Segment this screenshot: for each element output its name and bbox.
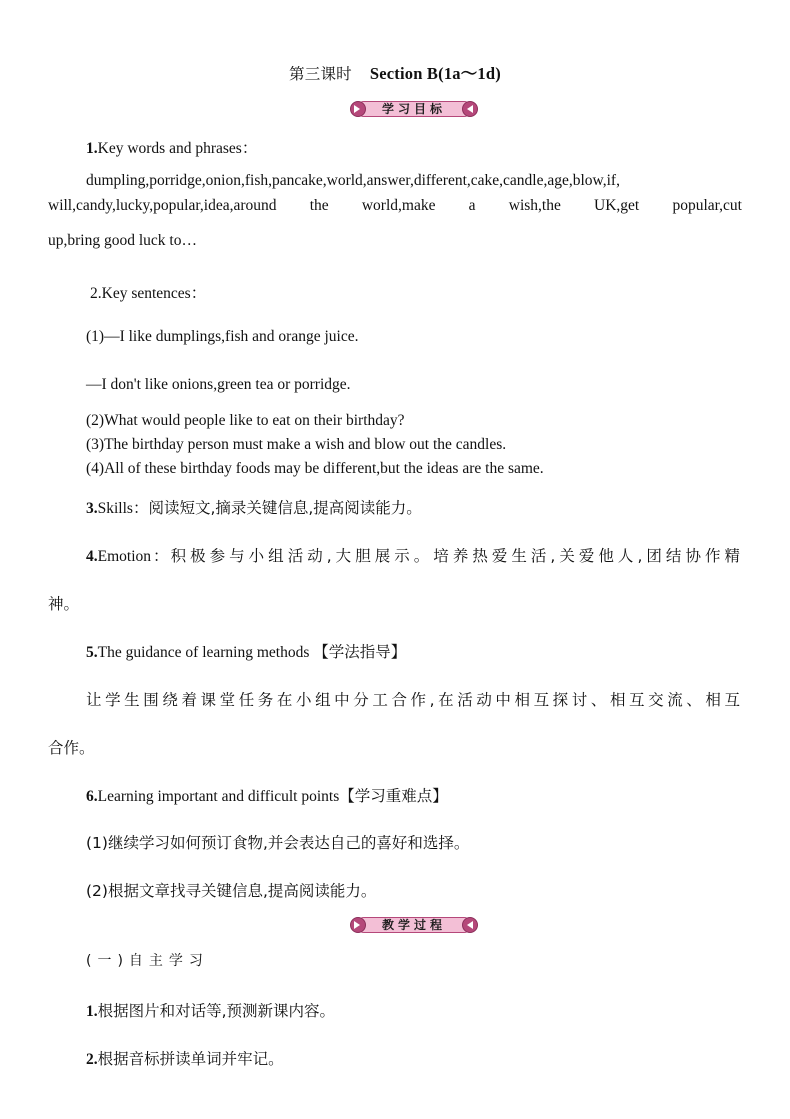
section-label: Section B(1a～1d) <box>369 64 501 83</box>
skills-line: 3.Skills：阅读短文,摘录关键信息,提高阅读能力。 <box>86 499 422 517</box>
points-heading: 6.Learning important and difficult points【学习重难点】 <box>86 787 448 805</box>
guidance-text-2: 合作。 <box>48 739 95 757</box>
emotion-line-1: 4.Emotion：积极参与小组活动,大胆展示。培养热爱生活,关爱他人,团结协作精 <box>86 547 742 565</box>
emotion-line-2: 神。 <box>48 595 80 613</box>
key-words-line-3: up,bring good luck to… <box>48 232 197 249</box>
step-1: 1.根据图片和对话等,预测新课内容。 <box>86 1002 336 1020</box>
key-words-line-1: dumpling,porridge,onion,fish,pancake,world,answer,different,cake,candle,age,blow,if, <box>86 172 620 189</box>
lesson-title <box>0 60 790 84</box>
point-1: (1)继续学习如何预订食物,并会表达自己的喜好和选择。 <box>86 834 470 852</box>
lesson-number: 第三课时 <box>289 65 352 83</box>
sentence-1-response: —I don't like onions,green tea or porridge. <box>86 376 351 393</box>
key-words-line-2: will,candy,lucky,popular,idea,around the world,make a wish,the UK,get popular,cut <box>48 197 742 214</box>
self-study-heading: (一)自主学习 <box>86 953 209 969</box>
key-sentences-heading: 2.Key sentences： <box>90 285 207 302</box>
process-badge <box>350 916 478 934</box>
sentence-1: (1)—I like dumplings,fish and orange juice. <box>86 328 359 345</box>
sentence-2: (2)What would people like to eat on their birthday? <box>86 412 405 429</box>
sentence-4: (4)All of these birthday foods may be different,but the ideas are the same. <box>86 460 544 477</box>
step-2: 2.根据音标拼读单词并牢记。 <box>86 1050 284 1068</box>
guidance-text-1: 让学生围绕着课堂任务在小组中分工合作,在活动中相互探讨、相互交流、相互 <box>86 691 742 709</box>
key-words-heading: 1.Key words and phrases： <box>86 140 258 157</box>
objectives-badge <box>350 100 478 118</box>
process-badge-label: 教学过程 <box>381 918 446 932</box>
guidance-heading: 5.The guidance of learning methods 【学法指导】 <box>86 643 407 661</box>
sentence-3: (3)The birthday person must make a wish and blow out the candles. <box>86 436 507 453</box>
objectives-badge-label: 学习目标 <box>381 102 446 116</box>
point-2: (2)根据文章找寻关键信息,提高阅读能力。 <box>86 882 377 900</box>
